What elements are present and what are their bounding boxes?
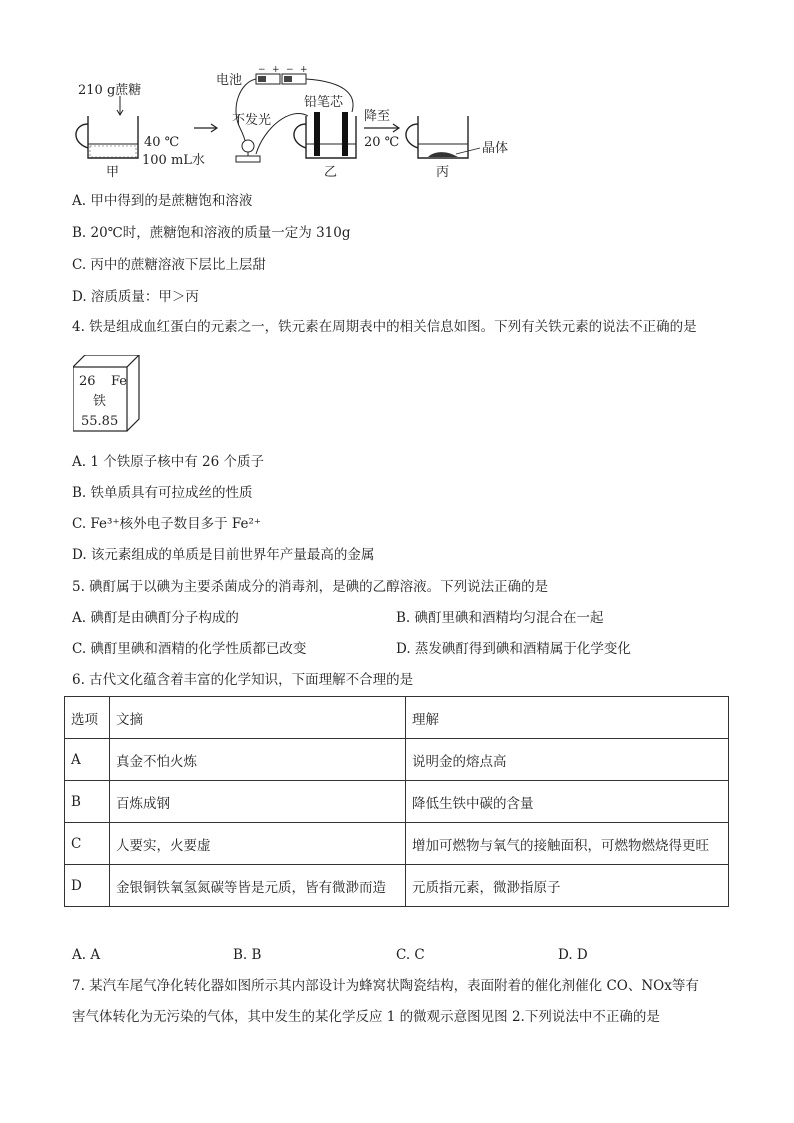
cup-jia-label: 甲 xyxy=(106,165,120,180)
battery-icon xyxy=(256,74,306,84)
cup-bing-label: 丙 xyxy=(436,165,450,180)
q3-option-c: C. 丙中的蔗糖溶液下层比上层甜 xyxy=(72,257,266,273)
cool-temp: 20 ℃ xyxy=(364,135,400,150)
row-option: C xyxy=(65,823,110,865)
q6-answer-c: C. C xyxy=(396,947,425,963)
sign-1: − xyxy=(258,65,266,75)
q6-table xyxy=(64,696,729,907)
header-option: 选项 xyxy=(65,697,110,739)
table-row xyxy=(65,823,729,865)
cup-bing xyxy=(406,116,480,158)
row-excerpt: 真金不怕火炼 xyxy=(110,739,406,781)
q5-option-d: D. 蒸发碘酊得到碘和酒精属于化学变化 xyxy=(396,641,631,657)
q4-stem: 4. 铁是组成血红蛋白的元素之一，铁元素在周期表中的相关信息如图。下列有关铁元素的说法不正确的是 xyxy=(72,319,697,335)
element-name: 铁 xyxy=(93,394,107,409)
row-understanding: 降低生铁中碳的含量 xyxy=(406,781,729,823)
q3-option-d: D. 溶质质量：甲＞丙 xyxy=(72,289,199,305)
crystal-label: 晶体 xyxy=(482,141,509,156)
q4-option-c: C. Fe³⁺核外电子数目多于 Fe²⁺ xyxy=(72,516,262,532)
table-header-row xyxy=(65,697,729,739)
cup-yi xyxy=(294,112,356,158)
row-option: B xyxy=(65,781,110,823)
row-excerpt: 人要实，火要虚 xyxy=(110,823,406,865)
q5-option-b: B. 碘酊里碘和酒精均匀混合在一起 xyxy=(396,610,604,626)
header-understanding: 理解 xyxy=(406,697,729,739)
sugar-label: 210 g蔗糖 xyxy=(78,83,142,98)
q7-line-1: 7. 某汽车尾气净化转化器如图所示其内部设计为蜂窝状陶瓷结构，表面附着的催化剂催化 CO、NOx等有 xyxy=(72,978,699,994)
pencil-label: 铅笔芯 xyxy=(304,95,344,110)
element-mass: 55.85 xyxy=(81,414,119,429)
table-row xyxy=(65,865,729,907)
q4-option-a: A. 1 个铁原子核中有 26 个质子 xyxy=(72,454,264,470)
row-option: A xyxy=(65,739,110,781)
row-understanding: 说明金的熔点高 xyxy=(406,739,729,781)
arrow-right-icon xyxy=(194,124,217,132)
q6-answer-b: B. B xyxy=(233,947,262,963)
arrow-right-icon xyxy=(364,124,399,132)
battery-label: 电池 xyxy=(216,73,243,88)
experiment-figure xyxy=(60,58,540,186)
table-row xyxy=(65,739,729,781)
sign-3: − xyxy=(286,65,294,75)
cup-jia xyxy=(76,96,138,158)
element-number: 26 xyxy=(79,374,96,389)
q3-option-b: B. 20℃时，蔗糖饱和溶液的质量一定为 310g xyxy=(72,225,351,241)
table-row xyxy=(65,781,729,823)
q6-answer-d: D. D xyxy=(558,947,588,963)
water-label: 100 mL水 xyxy=(142,153,205,168)
row-excerpt: 百炼成钢 xyxy=(110,781,406,823)
row-understanding: 增加可燃物与氧气的接触面积，可燃物燃烧得更旺 xyxy=(406,823,729,865)
sign-4: + xyxy=(300,65,308,75)
q6-stem: 6. 古代文化蕴含着丰富的化学知识，下面理解不合理的是 xyxy=(72,672,414,688)
q5-stem: 5. 碘酊属于以碘为主要杀菌成分的消毒剂，是碘的乙醇溶液。下列说法正确的是 xyxy=(72,579,549,595)
q7-line-2: 害气体转化为无污染的气体，其中发生的某化学反应 1 的微观示意图见图 2.下列说法中不正确的是 xyxy=(72,1009,660,1025)
cup-yi-label: 乙 xyxy=(324,165,338,180)
sign-2: + xyxy=(272,65,280,75)
q3-option-a: A. 甲中得到的是蔗糖饱和溶液 xyxy=(72,193,253,209)
q5-option-c: C. 碘酊里碘和酒精的化学性质都已改变 xyxy=(72,641,307,657)
q6-answer-a: A. A xyxy=(72,947,101,963)
row-understanding: 元质指元素，微渺指原子 xyxy=(406,865,729,907)
q4-option-b: B. 铁单质具有可拉成丝的性质 xyxy=(72,485,253,501)
row-option: D xyxy=(65,865,110,907)
bulb-icon xyxy=(236,140,260,162)
temp1-label: 40 ℃ xyxy=(144,135,180,150)
row-excerpt: 金银铜铁氧氢氮碳等皆是元质，皆有微渺而造 xyxy=(110,865,406,907)
q5-option-a: A. 碘酊是由碘酊分子构成的 xyxy=(72,610,239,626)
bulb-label: 不发光 xyxy=(232,113,272,128)
element-symbol: Fe xyxy=(111,374,128,389)
element-card xyxy=(73,355,135,433)
q4-option-d: D. 该元素组成的单质是目前世界年产量最高的金属 xyxy=(72,547,375,563)
cool-label: 降至 xyxy=(364,109,391,124)
header-excerpt: 文摘 xyxy=(110,697,406,739)
